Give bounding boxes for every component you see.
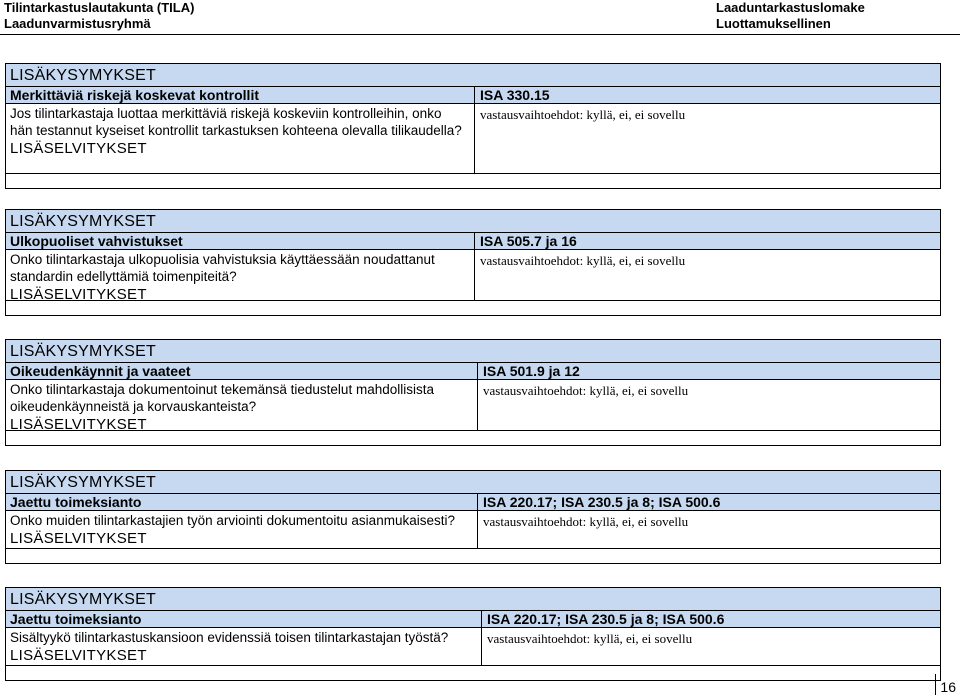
clarification-label: LISÄSELVITYKSET [10, 140, 147, 157]
clarification-label: LISÄSELVITYKSET [10, 286, 147, 303]
topic-title: Ulkopuoliset vahvistukset [10, 233, 183, 249]
answer-row[interactable] [6, 300, 940, 315]
question-text-block [10, 512, 475, 548]
question-section-5 [5, 587, 941, 681]
section-heading: LISÄKYSYMYKSET [10, 67, 156, 84]
section-heading: LISÄKYSYMYKSET [10, 474, 156, 491]
header-divider [0, 34, 960, 35]
answer-row[interactable] [6, 430, 940, 445]
topic-row [6, 362, 940, 379]
question-row [6, 510, 940, 548]
header-org-line1: Tilintarkastuslautakunta (TILA) [4, 0, 195, 15]
topic-row [6, 610, 940, 627]
section-heading: LISÄKYSYMYKSET [10, 591, 156, 608]
section-heading-row [6, 64, 940, 86]
topic-title: Jaettu toimeksianto [10, 494, 142, 510]
question-section-2 [5, 209, 941, 316]
page-number-divider [935, 674, 936, 695]
topic-row [6, 493, 940, 510]
question-text-block [10, 629, 480, 665]
question-text-block [10, 251, 465, 304]
column-divider [477, 494, 478, 510]
question-row [6, 379, 940, 433]
topic-title: Merkittäviä riskejä koskevat kontrollit [10, 87, 259, 103]
section-heading: LISÄKYSYMYKSET [10, 343, 156, 360]
isa-reference: ISA 220.17; ISA 230.5 ja 8; ISA 500.6 [487, 611, 725, 627]
question-section-4 [5, 470, 941, 564]
column-divider [477, 363, 478, 379]
column-divider [474, 250, 475, 300]
question-text: Onko tilintarkastaja dokumentoinut tekemänsä tiedustelut mahdollisista oikeudenkäynneistä ja korvauskanteista? [10, 382, 434, 414]
topic-title: Oikeudenkäynnit ja vaateet [10, 363, 191, 379]
question-section-3 [5, 339, 941, 446]
question-text-block [10, 381, 470, 434]
question-text: Onko tilintarkastaja ulkopuolisia vahvistuksia käyttäessään noudattanut standardin edellyttämiä toimenpiteitä? [10, 252, 435, 284]
header-doc-line2: Luottamuksellinen [716, 16, 831, 31]
answer-row[interactable] [6, 548, 940, 563]
header-doc-line1: Laaduntarkastuslomake [716, 0, 865, 15]
column-divider [474, 233, 475, 249]
question-row [6, 627, 940, 665]
question-text: Jos tilintarkastaja luottaa merkittäviä riskejä koskeviin kontrolleihin, onko hän testannut kyseiset kontrollit tarkastuksen kohteena olevalla tilikaudella? [10, 106, 462, 138]
isa-reference: ISA 220.17; ISA 230.5 ja 8; ISA 500.6 [483, 494, 721, 510]
section-heading: LISÄKYSYMYKSET [10, 213, 156, 230]
clarification-label: LISÄSELVITYKSET [10, 416, 147, 433]
column-divider [474, 87, 475, 103]
answer-options[interactable]: vastausvaihtoehdot: kyllä, ei, ei sovellu [487, 631, 693, 646]
question-text-block [10, 105, 465, 158]
column-divider [481, 628, 482, 665]
answer-row[interactable] [6, 173, 940, 188]
question-row [6, 249, 940, 303]
clarification-label: LISÄSELVITYKSET [10, 530, 147, 547]
section-heading-row [6, 210, 940, 232]
question-section-1 [5, 63, 941, 189]
section-heading-row [6, 340, 940, 362]
question-text: Onko muiden tilintarkastajien työn arviointi dokumentoitu asianmukaisesti? [10, 513, 455, 528]
topic-row [6, 232, 940, 249]
topic-title: Jaettu toimeksianto [10, 611, 142, 627]
header-org [4, 0, 194, 32]
page-number: 16 [940, 679, 956, 695]
section-heading-row [6, 588, 940, 610]
clarification-label: LISÄSELVITYKSET [10, 647, 147, 664]
section-heading-row [6, 471, 940, 493]
question-text: Sisältyykö tilintarkastuskansioon evidenssiä toisen tilintarkastajan työstä? [10, 630, 449, 645]
column-divider [477, 511, 478, 548]
column-divider [474, 104, 475, 174]
column-divider [477, 380, 478, 430]
column-divider [481, 611, 482, 627]
isa-reference: ISA 505.7 ja 16 [480, 233, 577, 249]
header-org-line2: Laadunvarmistusryhmä [4, 16, 151, 31]
answer-options[interactable]: vastausvaihtoehdot: kyllä, ei, ei sovellu [480, 107, 686, 122]
question-row [6, 103, 940, 173]
answer-options[interactable]: vastausvaihtoehdot: kyllä, ei, ei sovellu [480, 253, 686, 268]
header-doc [716, 0, 865, 32]
answer-options[interactable]: vastausvaihtoehdot: kyllä, ei, ei sovellu [483, 383, 689, 398]
topic-row [6, 86, 940, 103]
answer-options[interactable]: vastausvaihtoehdot: kyllä, ei, ei sovellu [483, 514, 689, 529]
isa-reference: ISA 330.15 [480, 87, 550, 103]
isa-reference: ISA 501.9 ja 12 [483, 363, 580, 379]
answer-row[interactable] [6, 665, 940, 680]
